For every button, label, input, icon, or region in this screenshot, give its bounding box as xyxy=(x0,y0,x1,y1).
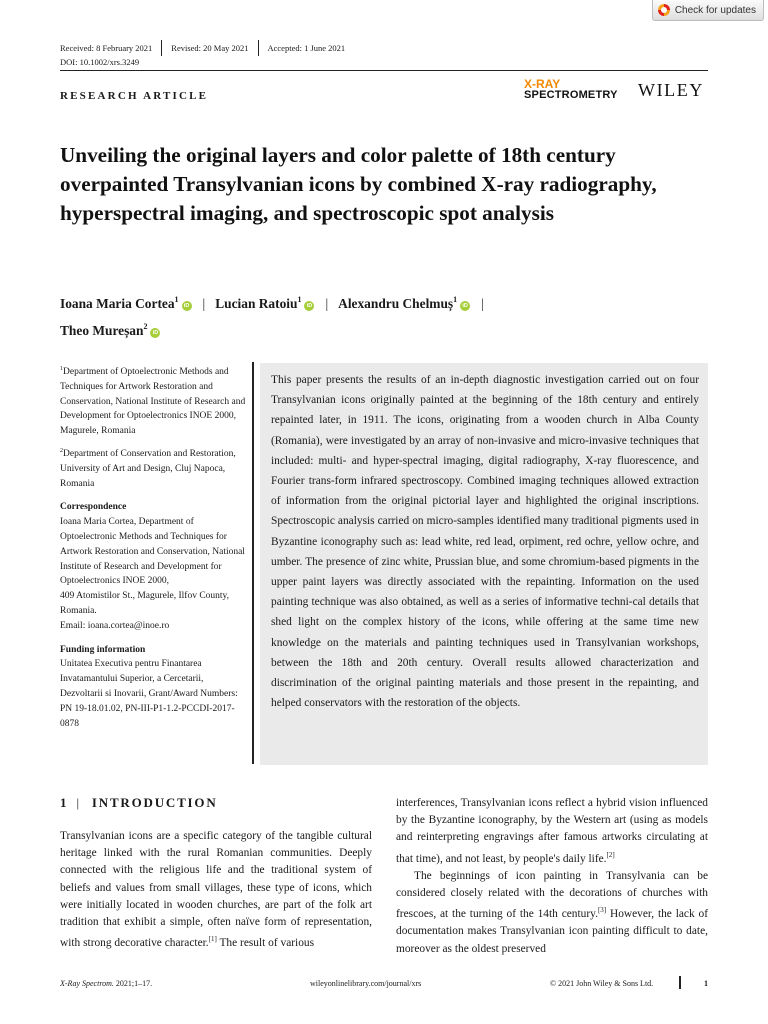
date-separator xyxy=(161,40,162,56)
orcid-icon[interactable]: iD xyxy=(182,301,192,311)
page-number: 1 xyxy=(704,979,708,988)
article-title: Unveiling the original layers and color palette of 18th century overpainted Transylvanian icons by combined X-ray radiography, hyperspectral imaging, and spectroscopic spot analysis xyxy=(60,143,657,226)
author-separator: | xyxy=(481,296,484,311)
check-for-updates-button[interactable] xyxy=(652,0,764,21)
journal-logo-line2: SPECTROMETRY xyxy=(524,89,618,101)
correspondence-heading: Correspondence xyxy=(60,502,127,513)
journal-logo xyxy=(524,78,618,101)
article-dates xyxy=(60,40,345,56)
accepted-date: Accepted: 1 June 2021 xyxy=(267,43,346,53)
footer-journal: X-Ray Spectrom. 2021;1–17. xyxy=(60,979,153,988)
orcid-icon[interactable]: iD xyxy=(150,328,160,338)
author[interactable]: Theo Mureșan$^2$ xyxy=(60,322,148,338)
article-type: RESEARCH ARTICLE xyxy=(60,90,209,102)
author[interactable]: Lucian Ratoiu$^1$ xyxy=(215,295,302,311)
body-paragraph: Transylvanian icons are a specific category of the tangible cultural heritage linked with the rural Romanian communities. Deeply connected with the religious life and the traditional system of beliefs and values from small villages, these type of icons, which were initially located in wooden churches, are part of the folk art tradition that exhibit a simple, often naïve form of representation, with strong decorative character.[1] The result of various xyxy=(60,830,372,950)
footer-separator xyxy=(679,976,681,989)
crossmark-icon xyxy=(658,4,670,16)
correspondence-text: Ioana Maria Cortea, Department of Optoelectronic Methods and Techniques for Artwork Restoration and Conservation, National Institute of Research and Development for Optoelectronics INOE 2000, xyxy=(60,517,245,587)
orcid-icon[interactable]: iD xyxy=(460,301,470,311)
journal-logo-line1: X-RAY xyxy=(524,77,561,91)
header-rule xyxy=(60,70,708,71)
publisher-logo: WILEY xyxy=(638,80,704,100)
body-column-right xyxy=(396,795,708,958)
section-title: INTRODUCTION xyxy=(91,795,218,810)
body-paragraph: The beginnings of icon painting in Transylvania can be considered closely related with the decorations of churches with frescoes, at the turning of the 14th century.[3] However, the lack of documentation makes Transylvanian icon painting difficult to date, moreover as the oldest preserved xyxy=(396,869,708,955)
check-for-updates-label: Check for updates xyxy=(674,4,756,16)
abstract: This paper presents the results of an in-depth diagnostic investigation carried out on four Transylvanian icons originally painted at the beginning of the 18th century and entirely repainted later, in 1911. The icons, originating from a wooden church in Alba County (Romania), were investigated by an array of non-invasive and micro-invasive techniques that included: multi- and hyper-spectral imaging, digital radiography, X-ray fluorescence, and Fourier trans-form infrared spectroscopy. Combined imaging techniques allowed extraction of information from the original pictorial layer and highlighted the original inscriptions. Spectroscopic analysis carried on micro-samples identified many traditional pigments used in Byzantine iconography such as: lead white, red lead, orpiment, red ochre, yellow ochre, and umber. The presence of zinc white, Prussian blue, and some chromium-based pigments in the upper paint layers was directly associated with the repainting. Information on the used painting technique was also obtained, as well as a series of informative techni-cal details that shed light on the complex history of the icons, while offering at the same time new knowledge on the materials and painting techniques used in Transylvanian workshops, between the 18th and 20th century. Overall results allowed characterization and discrimination of the original painting materials and those present in the repainting, and helped conservators with the restoration of the objects. xyxy=(260,363,708,765)
section-heading xyxy=(60,795,218,811)
author-list xyxy=(60,288,708,342)
section-separator: | xyxy=(76,795,81,810)
correspondence-email[interactable]: Email: ioana.cortea@inoe.ro xyxy=(60,620,170,631)
received-date: Received: 8 February 2021 xyxy=(60,43,153,53)
footer-copyright: © 2021 John Wiley & Sons Ltd. xyxy=(550,979,654,988)
doi[interactable]: DOI: 10.1002/xrs.3249 xyxy=(60,57,140,67)
author-separator: | xyxy=(325,296,329,311)
author[interactable]: Ioana Maria Cortea$^1$ xyxy=(60,295,179,311)
body-paragraph: interferences, Transylvanian icons reflect a hybrid vision influenced by the Byzantine iconography, by the Western art (using as models and reinterpreting engravings after famous artworks circulating at that time), and not least, by people's daily life.[2] xyxy=(396,797,708,865)
section-number: 1 xyxy=(60,795,67,810)
affiliations-panel xyxy=(60,362,246,736)
citation-link[interactable]: [3] xyxy=(597,906,607,915)
author[interactable]: Alexandru Chelmuș$^1$ xyxy=(338,295,458,311)
footer-url[interactable]: wileyonlinelibrary.com/journal/xrs xyxy=(310,979,422,988)
funding-text: Unitatea Executiva pentru Finantarea Invatamantului Superior, a Cercetarii, Dezvoltarii si Inovarii, Grant/Award Numbers: PN 19-18.01.02, PN-III-P1-1.2-PCCDI-2017-0878 xyxy=(60,659,238,729)
body-column-left xyxy=(60,828,372,952)
affiliation: $^2$Department of Conservation and Restoration, University of Art and Design, Cluj Napoca, Romania xyxy=(60,447,236,489)
citation-link[interactable]: [2] xyxy=(606,850,615,859)
date-separator xyxy=(258,40,259,56)
correspondence-address: 409 Atomistilor St., Magurele, Ilfov County, Romania. xyxy=(60,591,230,616)
funding-heading: Funding information xyxy=(60,644,146,655)
author-separator: | xyxy=(202,296,206,311)
citation-link[interactable]: [1] xyxy=(208,935,217,944)
column-divider xyxy=(252,362,254,764)
orcid-icon[interactable]: iD xyxy=(304,301,314,311)
affiliation: $^1$Department of Optoelectronic Methods and Techniques for Artwork Restoration and Conservation, National Institute of Research and Development for Optoelectronics INOE 2000, Magurele, Romania xyxy=(60,366,246,437)
revised-date: Revised: 20 May 2021 xyxy=(171,43,249,53)
